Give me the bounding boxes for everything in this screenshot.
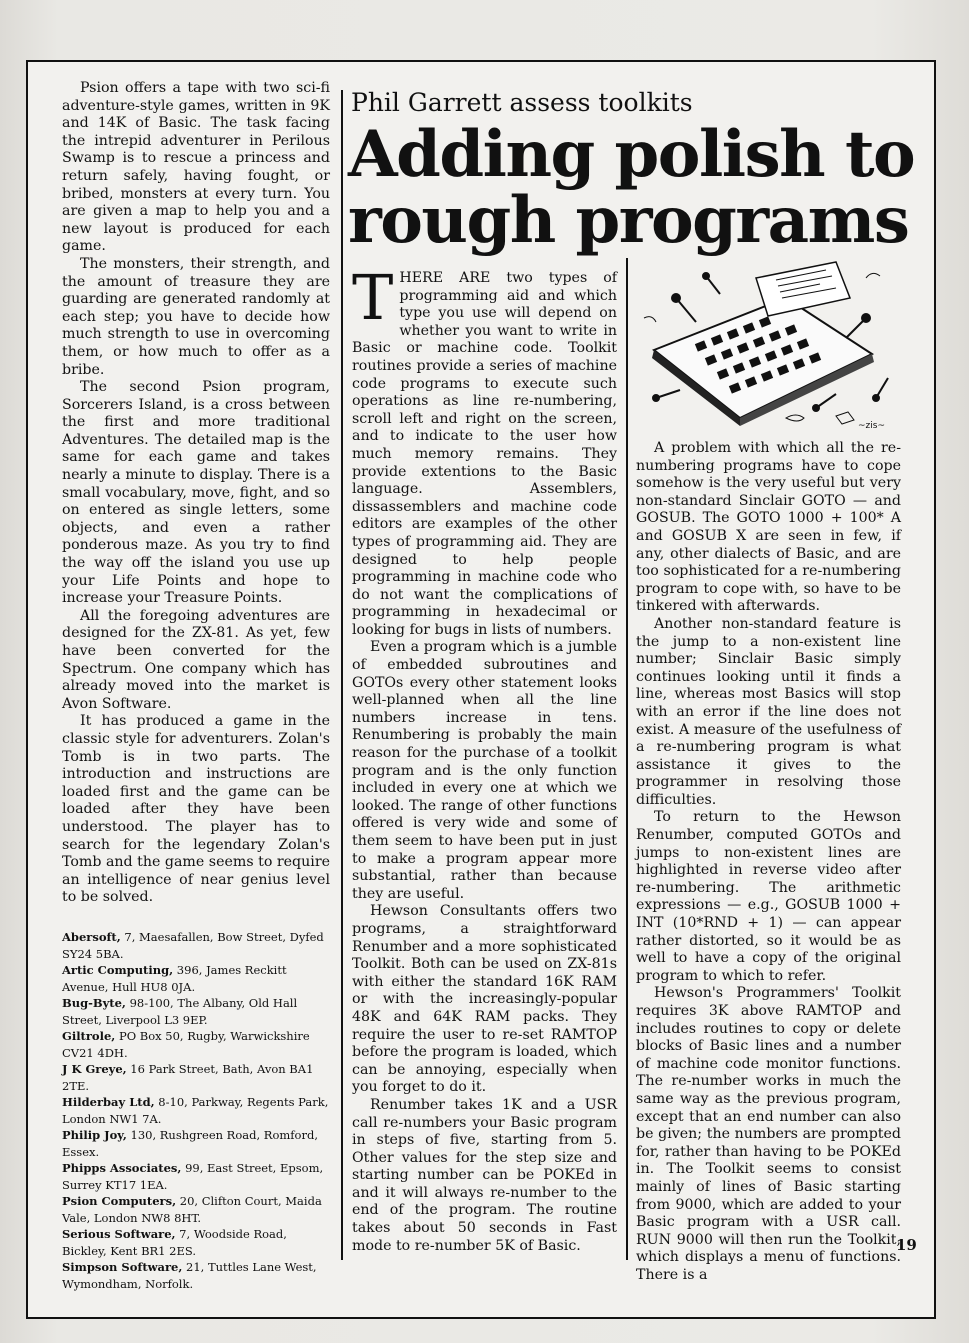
right-column xyxy=(636,440,901,1285)
address-entry: Giltrole, PO Box 50, Rugby, Warwickshire CV21 4DH. xyxy=(62,1029,310,1060)
address-list xyxy=(62,929,330,1292)
address-entry: J K Greye, 16 Park Street, Bath, Avon BA1 2TE. xyxy=(62,1062,314,1093)
paragraph: The second Psion program, Sorcerers Island, is a cross between the first and more traditional Adventures. The detailed map is the same for each game and takes nearly a minute to display. There is a small vocabulary, move, fight, and so on entered as single letters, some objects, and even a rather ponderous maze. As you try to find the way off the island you use up your Life Points and hope to increase your Treasure Points. xyxy=(62,379,330,607)
paragraph: Another non-standard feature is the jump to a non-existent line number; Sinclair Basic simply continues looking until it finds a line, whereas most Basics will stop with an error if the line does not exist. A measure of the usefulness of a re-numbering program is what assistance it gives to the programmer in resolving those difficulties. xyxy=(636,615,901,808)
paragraph: Even a program which is a jumble of embedded subroutines and GOTOs every other statement looks well-planned when all the line numbers increase in tens. Renumbering is probably the main reason for the purchase of a toolkit program and is the only function included in every one at which we looked. The range of other functions offered is very wide and some of them seem to have been put in just to make a program appear more substantial, rather than because they are useful. xyxy=(352,639,617,902)
byline-kicker: Phil Garrett assess toolkits xyxy=(351,88,693,117)
page-number: 19 xyxy=(896,1236,917,1254)
headline xyxy=(348,117,928,258)
address-entry: Psion Computers, 20, Clifton Court, Maida Vale, London NW8 8HT. xyxy=(62,1194,322,1225)
paragraph: All the foregoing adventures are designed for the ZX-81. As yet, few have been converted for the Spectrum. One company which has already moved into the market is Avon Software. xyxy=(62,607,330,712)
address-entry: Philip Joy, 130, Rushgreen Road, Romford, Essex. xyxy=(62,1128,318,1159)
column-rule xyxy=(341,90,343,1260)
lead-paragraph: THERE ARE two types of programming aid and which type you use will depend on whether you want to write in Basic or machine code. Toolkit routines provide a series of machine code programs to execute such operations as line re-numbering, scroll left and right on the screen, and to indicate to the user how much memory remains. They provide extentions to the Basic language. Assemblers, dissassemblers and machine code editors are examples of the other types of programming aid. They are designed to help people programming in machine code who do not want the complications of programming in hexadecimal or looking for bugs in lists of numbers. xyxy=(352,261,617,638)
middle-column xyxy=(352,261,617,1255)
paragraph: To return to the Hewson Renumber, computed GOTOs and jumps to non-existent lines are highlighted in reverse video after re-numbering. The arithmetic expressions — e.g., GOSUB 1000 + INT (10*RND + 1) — can appear rather distorted, so it would be as well to have a copy of the original program to which to refer. xyxy=(636,809,901,984)
address-entry: Artic Computing, 396, James Reckitt Avenue, Hull HU8 0JA. xyxy=(62,963,287,994)
computer-cartoon-icon xyxy=(636,258,902,434)
headline-line: rough programs xyxy=(348,183,909,258)
paragraph: A problem with which all the re-numbering programs have to cope somehow is the very useful but very non-standard Sinclair GOTO — and GOSUB. The GOTO 1000 + 100* A and GOSUB X are seen in few, if any, other dialects of Basic, and are too sophisticated for a re-numbering program to cope with, so have to be tinkered with afterwards. xyxy=(636,440,901,615)
paragraph: The monsters, their strength, and the amount of treasure they are guarding are generated randomly at each step; you have to decide how much strength to use in overcoming them, or how much to offer as a bribe. xyxy=(62,255,330,378)
drop-cap: T xyxy=(352,261,394,334)
svg-text:~zis~: ~zis~ xyxy=(858,421,885,431)
paragraph: Hewson's Programmers' Toolkit requires 3K above RAMTOP and includes routines to copy or delete blocks of Basic lines and a number of machine code monitor functions. The re-number works in much the same way as the previous program, except that an end number can also be given; the numbers are prompted for, rather than having to be POKEd in. The Toolkit seems to consist mainly of lines of Basic starting from 9000, which are added to your Basic program with a USR call. RUN 9000 will then run the Toolkit, which displays a menu of functions. There is a xyxy=(636,985,901,1283)
address-entry: Phipps Associates, 99, East Street, Epsom, Surrey KT17 1EA. xyxy=(62,1161,324,1192)
paragraph: Renumber takes 1K and a USR call re-numbers your Basic program in steps of five, starting from 5. Other values for the step size and starting number can be POKEd in and it will always re-number to the end of the program. The routine takes about 50 seconds in Fast mode to re-number 5K of Basic. xyxy=(352,1096,617,1254)
paragraph: It has produced a game in the classic style for adventurers. Zolan's Tomb is in two parts. The introduction and instructions are loaded first and the game can be loaded after they have been understood. The player has to search for the legendary Zolan's Tomb and the game seems to require an intelligence of near genius level to be solved. xyxy=(62,713,330,906)
headline-line: Adding polish to xyxy=(348,117,915,192)
address-entry: Simpson Software, 21, Tuttles Lane West, Wymondham, Norfolk. xyxy=(62,1260,317,1291)
address-entry: Bug-Byte, 98-100, The Albany, Old Hall Street, Liverpool L3 9EP. xyxy=(62,996,298,1027)
left-column xyxy=(62,80,330,907)
address-entry: Abersoft, 7, Maesafallen, Bow Street, Dyfed SY24 5BA. xyxy=(62,930,324,961)
paragraph: Psion offers a tape with two sci-fi adventure-style games, written in 9K and 14K of Basic. The task facing the intrepid adventurer in Perilous Swamp is to rescue a princess and return safely, having fought, or bribed, monsters at every turn. You are given a map to help you and a new layout is produced for each game. xyxy=(62,80,330,255)
address-entry: Serious Software, 7, Woodside Road, Bickley, Kent BR1 2ES. xyxy=(62,1227,287,1258)
address-entry: Hilderbay Ltd, 8-10, Parkway, Regents Park, London NW1 7A. xyxy=(62,1095,329,1126)
paragraph: Hewson Consultants offers two programs, a straightforward Renumber and a more sophisticated Toolkit. Both can be used on ZX-81s with either the standard 16K RAM or with the increasingly-popular 48K and 64K RAM packs. They require the user to re-set RAMTOP before the program is loaded, which can be annoying, especially when you forget to do it. xyxy=(352,903,617,1096)
column-rule xyxy=(626,258,628,1260)
